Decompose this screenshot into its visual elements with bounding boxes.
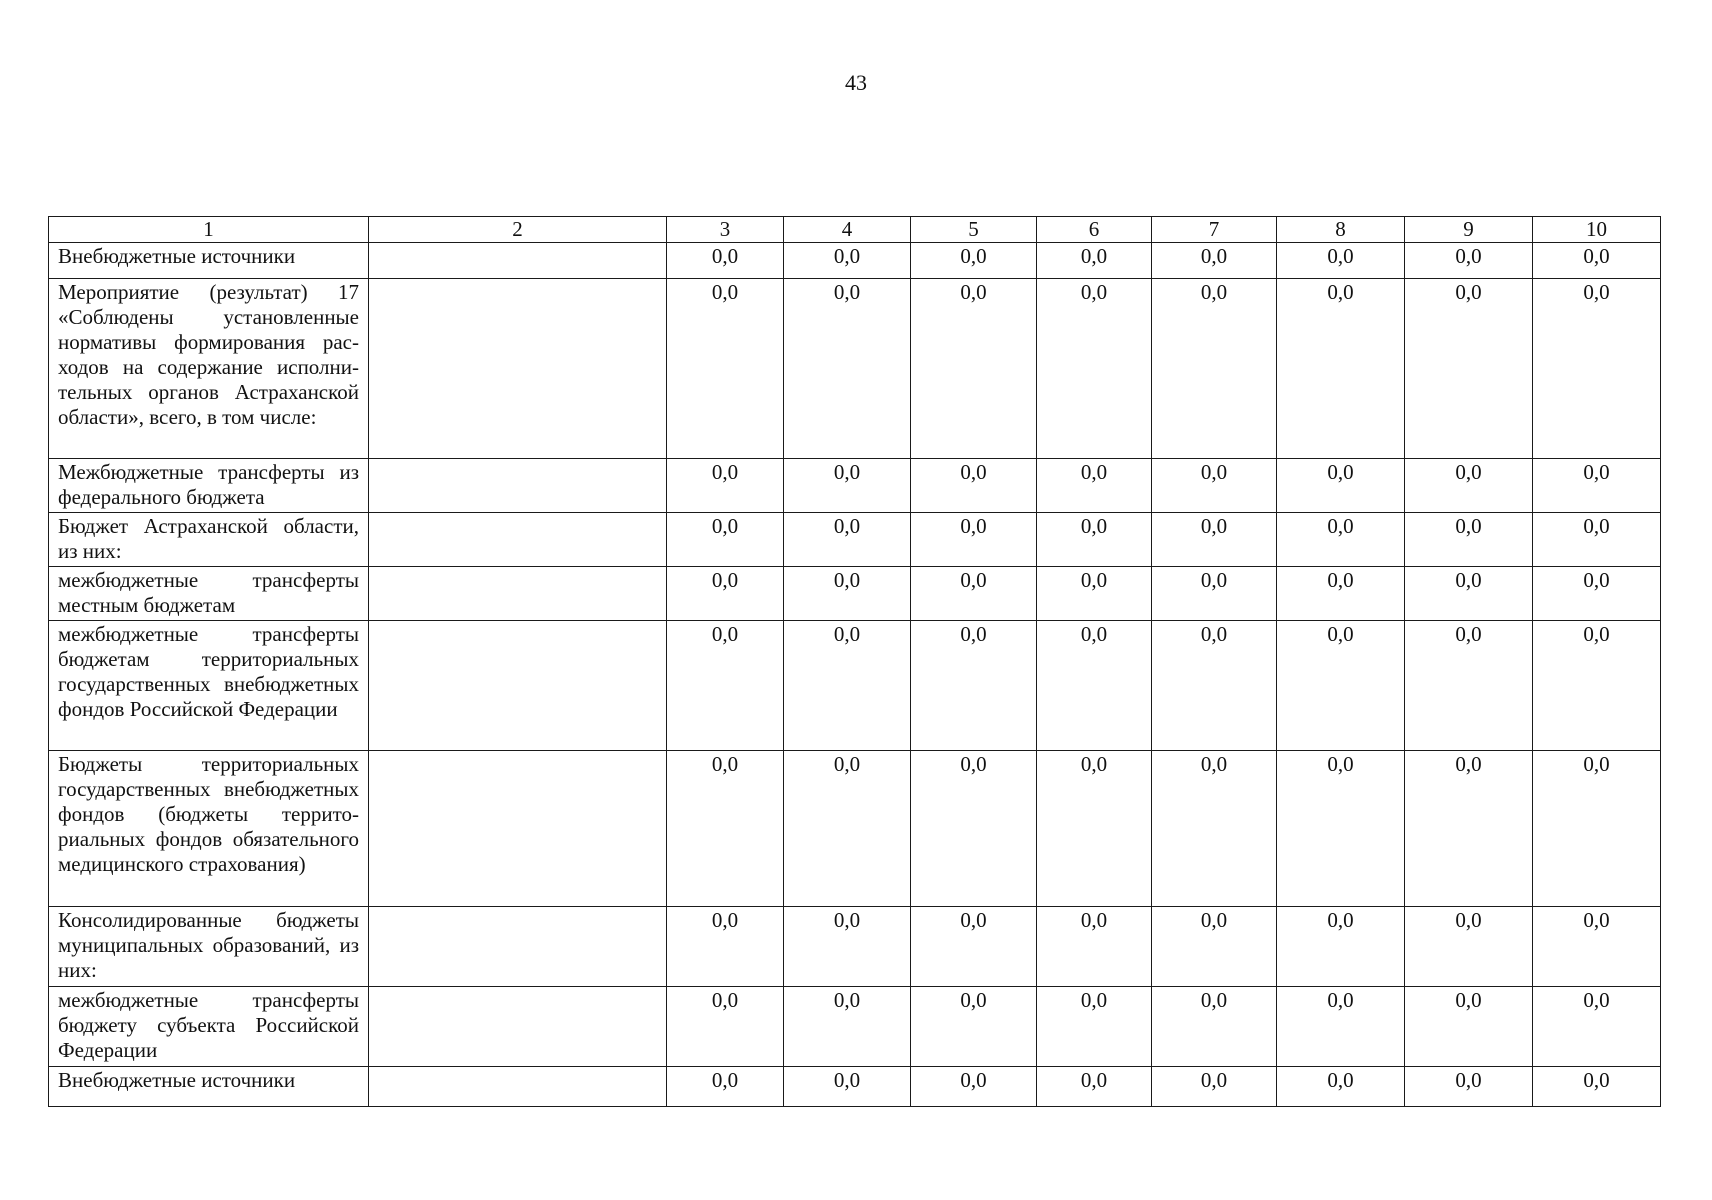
value-cell: 0,0 (1037, 907, 1152, 987)
value-cell: 0,0 (1405, 1067, 1533, 1107)
value-cell: 0,0 (667, 1067, 784, 1107)
column-header: 1 (49, 217, 369, 243)
column-header: 2 (369, 217, 667, 243)
row-column-2 (369, 279, 667, 459)
value-cell: 0,0 (784, 987, 911, 1067)
value-cell: 0,0 (1152, 243, 1277, 279)
row-column-2 (369, 459, 667, 513)
table-row (49, 513, 1661, 567)
value-cell: 0,0 (1405, 243, 1533, 279)
budget-table (48, 216, 1661, 1107)
column-header: 3 (667, 217, 784, 243)
value-cell: 0,0 (911, 1067, 1037, 1107)
row-label: Внебюджетные источники (49, 1067, 369, 1107)
value-cell: 0,0 (1037, 567, 1152, 621)
row-label: Бюджет Астраханской области, из них: (49, 513, 369, 567)
value-cell: 0,0 (1533, 751, 1661, 907)
value-cell: 0,0 (667, 987, 784, 1067)
value-cell: 0,0 (1533, 987, 1661, 1067)
table-row (49, 621, 1661, 751)
header-row (49, 217, 1661, 243)
value-cell: 0,0 (667, 459, 784, 513)
value-cell: 0,0 (784, 751, 911, 907)
row-column-2 (369, 513, 667, 567)
value-cell: 0,0 (1037, 1067, 1152, 1107)
value-cell: 0,0 (1037, 987, 1152, 1067)
value-cell: 0,0 (1152, 459, 1277, 513)
page-number: 43 (845, 70, 867, 95)
table-row (49, 1067, 1661, 1107)
value-cell: 0,0 (667, 513, 784, 567)
value-cell: 0,0 (1152, 907, 1277, 987)
value-cell: 0,0 (1037, 243, 1152, 279)
value-cell: 0,0 (667, 567, 784, 621)
value-cell: 0,0 (1533, 907, 1661, 987)
value-cell: 0,0 (784, 513, 911, 567)
value-cell: 0,0 (1152, 513, 1277, 567)
value-cell: 0,0 (911, 751, 1037, 907)
value-cell: 0,0 (1405, 907, 1533, 987)
value-cell: 0,0 (1152, 279, 1277, 459)
value-cell: 0,0 (1405, 459, 1533, 513)
value-cell: 0,0 (1533, 459, 1661, 513)
row-label: Мероприятие (результат) 17 «Соблюдены установленные нормативы формирования расходов на содержание исполнительных органов Астраханской области», всего, в том числе: (49, 279, 369, 459)
value-cell: 0,0 (1152, 567, 1277, 621)
value-cell: 0,0 (1152, 1067, 1277, 1107)
row-label: Межбюджетные трансферты из федерального бюджета (49, 459, 369, 513)
value-cell: 0,0 (1533, 621, 1661, 751)
column-header: 6 (1037, 217, 1152, 243)
column-header: 8 (1277, 217, 1405, 243)
value-cell: 0,0 (1533, 279, 1661, 459)
value-cell: 0,0 (1277, 567, 1405, 621)
row-label: межбюджетные трансферты бюджетам территориальных государственных внебюджетных фондов Российской Федерации (49, 621, 369, 751)
table-body (49, 243, 1661, 1107)
row-label: межбюджетные трансферты местным бюджетам (49, 567, 369, 621)
value-cell: 0,0 (911, 987, 1037, 1067)
value-cell: 0,0 (911, 567, 1037, 621)
value-cell: 0,0 (911, 513, 1037, 567)
value-cell: 0,0 (1277, 243, 1405, 279)
value-cell: 0,0 (1277, 279, 1405, 459)
column-header: 4 (784, 217, 911, 243)
value-cell: 0,0 (667, 243, 784, 279)
row-label: Бюджеты территориальных государственных внебюджетных фондов (бюджеты территориальных фондов обязательного медицинского страхования) (49, 751, 369, 907)
value-cell: 0,0 (1037, 459, 1152, 513)
column-header: 9 (1405, 217, 1533, 243)
value-cell: 0,0 (1533, 567, 1661, 621)
value-cell: 0,0 (1277, 987, 1405, 1067)
value-cell: 0,0 (911, 621, 1037, 751)
value-cell: 0,0 (911, 907, 1037, 987)
row-column-2 (369, 1067, 667, 1107)
value-cell: 0,0 (1405, 567, 1533, 621)
table-row (49, 567, 1661, 621)
value-cell: 0,0 (1152, 987, 1277, 1067)
value-cell: 0,0 (784, 1067, 911, 1107)
row-column-2 (369, 751, 667, 907)
value-cell: 0,0 (1405, 513, 1533, 567)
row-label: межбюджетные трансферты бюджету субъекта Российской Федерации (49, 987, 369, 1067)
value-cell: 0,0 (911, 279, 1037, 459)
value-cell: 0,0 (1405, 279, 1533, 459)
value-cell: 0,0 (1037, 751, 1152, 907)
row-column-2 (369, 567, 667, 621)
value-cell: 0,0 (1277, 513, 1405, 567)
row-column-2 (369, 907, 667, 987)
value-cell: 0,0 (667, 907, 784, 987)
value-cell: 0,0 (784, 459, 911, 513)
value-cell: 0,0 (784, 621, 911, 751)
value-cell: 0,0 (1152, 751, 1277, 907)
table-row (49, 907, 1661, 987)
row-column-2 (369, 243, 667, 279)
table-row (49, 459, 1661, 513)
value-cell: 0,0 (1533, 1067, 1661, 1107)
value-cell: 0,0 (1277, 621, 1405, 751)
value-cell: 0,0 (1277, 1067, 1405, 1107)
value-cell: 0,0 (911, 459, 1037, 513)
value-cell: 0,0 (1277, 751, 1405, 907)
value-cell: 0,0 (784, 243, 911, 279)
value-cell: 0,0 (1277, 459, 1405, 513)
value-cell: 0,0 (667, 621, 784, 751)
value-cell: 0,0 (1405, 751, 1533, 907)
value-cell: 0,0 (1037, 513, 1152, 567)
value-cell: 0,0 (784, 279, 911, 459)
value-cell: 0,0 (784, 907, 911, 987)
value-cell: 0,0 (1277, 907, 1405, 987)
value-cell: 0,0 (911, 243, 1037, 279)
value-cell: 0,0 (1405, 987, 1533, 1067)
value-cell: 0,0 (667, 751, 784, 907)
row-column-2 (369, 987, 667, 1067)
column-header: 10 (1533, 217, 1661, 243)
value-cell: 0,0 (1037, 621, 1152, 751)
value-cell: 0,0 (1152, 621, 1277, 751)
table-row (49, 751, 1661, 907)
table-row (49, 279, 1661, 459)
table-row (49, 243, 1661, 279)
value-cell: 0,0 (1405, 621, 1533, 751)
row-label: Консолидированные бюджеты муниципальных образований, из них: (49, 907, 369, 987)
value-cell: 0,0 (784, 567, 911, 621)
column-header: 7 (1152, 217, 1277, 243)
value-cell: 0,0 (667, 279, 784, 459)
row-column-2 (369, 621, 667, 751)
table-row (49, 987, 1661, 1067)
value-cell: 0,0 (1037, 279, 1152, 459)
value-cell: 0,0 (1533, 243, 1661, 279)
column-header: 5 (911, 217, 1037, 243)
row-label: Внебюджетные источники (49, 243, 369, 279)
value-cell: 0,0 (1533, 513, 1661, 567)
